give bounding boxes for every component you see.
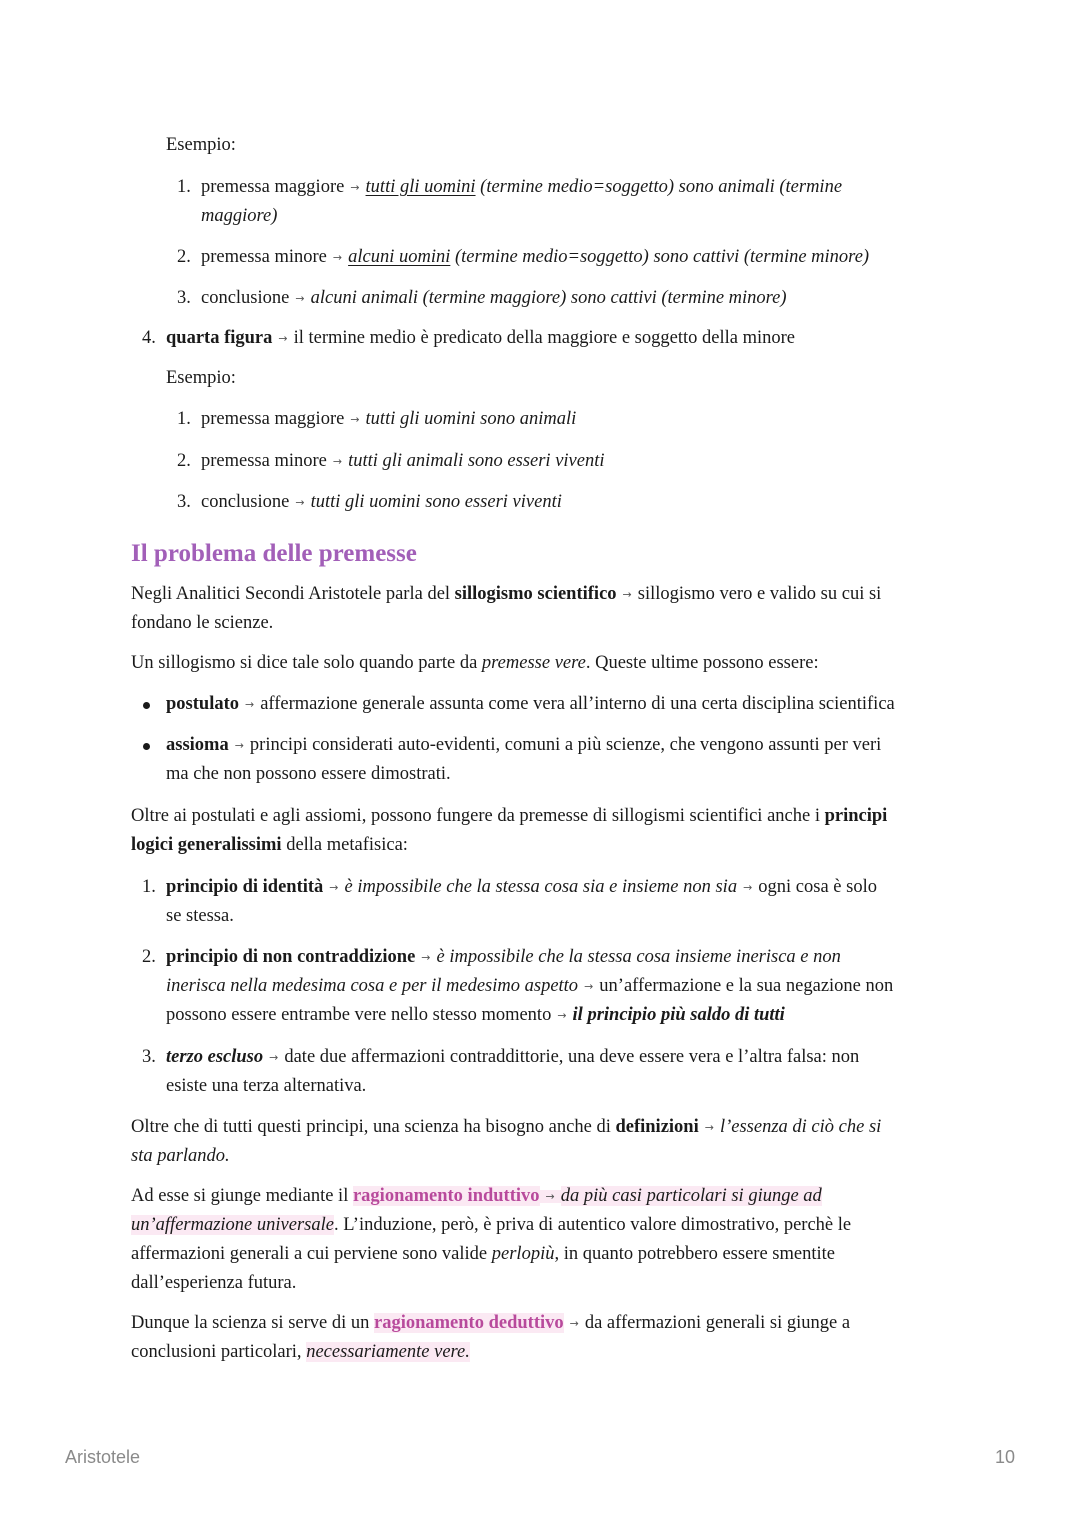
arrow-icon: →	[584, 980, 594, 993]
list-item-continuation: esiste una terza alternativa.	[166, 1076, 367, 1096]
list-item-continuation: maggiore)	[201, 206, 278, 226]
arrow-icon: →	[421, 951, 431, 964]
list-item-continuation: se stessa.	[166, 906, 234, 926]
list-item: premessa maggiore → tutti gli uomini sono animali	[201, 409, 577, 429]
paragraph-line: sta parlando.	[131, 1146, 230, 1166]
list-item: premessa minore → alcuni uomini (termine medio=soggetto) sono cattivi (termine minore)	[201, 247, 870, 267]
paragraph-line: Oltre ai postulati e agli assiomi, possono fungere da premesse di sillogismi scientifici anche i principi	[131, 806, 888, 826]
paragraph-line: logici generalissimi della metafisica:	[131, 835, 408, 855]
paragraph-line: Un sillogismo si dice tale solo quando parte da premesse vere. Queste ultime possono essere:	[131, 653, 819, 673]
list-number: 3.	[177, 288, 191, 308]
paragraph-line: un’affermazione universale. L’induzione, però, è priva di autentico valore dimostrativo, perchè le	[131, 1215, 852, 1235]
arrow-icon: →	[622, 588, 632, 601]
paragraph-line: conclusioni particolari, necessariamente vere.	[131, 1342, 470, 1362]
list-item: premessa minore → tutti gli animali sono esseri viventi	[201, 451, 605, 471]
page-number: 10	[994, 1447, 1015, 1467]
list-number: 2.	[177, 451, 191, 471]
list-number: 3.	[177, 492, 191, 512]
list-item-continuation: inerisca nella medesima cosa e per il medesimo aspetto → un’affermazione e la sua negazione non	[166, 976, 894, 996]
paragraph-line: dall’esperienza futura.	[131, 1273, 297, 1293]
list-item-quarta-figura: quarta figura → il termine medio è predicato della maggiore e soggetto della minore	[166, 328, 795, 348]
highlight-ragionamento-induttivo: ragionamento induttivo	[352, 1186, 540, 1206]
arrow-icon: →	[743, 881, 753, 894]
paragraph-line: Ad esse si giunge mediante il ragionamento induttivo → da più casi particolari si giunge ad	[131, 1186, 822, 1206]
list-number: 4.	[142, 328, 156, 348]
bullet-icon	[143, 743, 150, 750]
arrow-icon: →	[295, 292, 305, 305]
bullet-item-continuation: ma che non possono essere dimostrati.	[166, 764, 451, 784]
bullet-icon	[143, 702, 150, 709]
paragraph-line: Oltre che di tutti questi principi, una scienza ha bisogno anche di definizioni → l’essenza di ciò che si	[131, 1117, 882, 1137]
list-number: 2.	[177, 247, 191, 267]
arrow-icon: →	[234, 739, 244, 752]
list-item: conclusione → tutti gli uomini sono esseri viventi	[201, 492, 562, 512]
bullet-item-assioma: assioma → principi considerati auto-evidenti, comuni a più scienze, che vengono assunti per veri	[166, 735, 882, 755]
list-number: 1.	[142, 877, 156, 897]
arrow-icon: →	[332, 455, 343, 468]
list-item: conclusione → alcuni animali (termine maggiore) sono cattivi (termine minore)	[201, 288, 787, 308]
list-number: 1.	[177, 177, 191, 197]
paragraph-line: Negli Analitici Secondi Aristotele parla del sillogismo scientifico → sillogismo vero e valido su cui si	[131, 584, 882, 604]
list-item-terzo-escluso: terzo escluso → date due affermazioni contraddittorie, una deve essere vera e l’altra falsa: non	[166, 1047, 860, 1067]
arrow-icon: →	[557, 1009, 567, 1022]
arrow-icon: →	[245, 698, 255, 711]
arrow-icon: →	[269, 1051, 279, 1064]
highlight-ragionamento-deduttivo: ragionamento deduttivo	[374, 1313, 564, 1333]
section-heading: Il problema delle premesse	[131, 540, 417, 567]
list-item-continuation: possono essere entrambe vere nello stesso momento → il principio più saldo di tutti	[166, 1005, 785, 1025]
bullet-item-postulato: postulato → affermazione generale assunta come vera all’interno di una certa disciplina scientifica	[166, 694, 895, 714]
arrow-icon: →	[295, 496, 305, 509]
list-number: 2.	[142, 947, 156, 967]
arrow-icon: →	[332, 251, 343, 264]
list-item-principio-identita: principio di identità → è impossibile che la stessa cosa sia e insieme non sia → ogni cosa è solo	[166, 877, 877, 897]
footer-title: Aristotele	[65, 1447, 141, 1467]
paragraph-line: fondano le scienze.	[131, 613, 274, 633]
arrow-icon: →	[278, 332, 288, 345]
arrow-icon: →	[569, 1317, 579, 1330]
arrow-icon: →	[329, 881, 339, 894]
list-number: 3.	[142, 1047, 156, 1067]
paragraph-line: affermazioni generali a cui perviene sono valide perlopiù, in quanto potrebbero essere smentite	[131, 1244, 835, 1264]
arrow-icon: →	[704, 1121, 714, 1134]
list-item: premessa maggiore → tutti gli uomini (termine medio=soggetto) sono animali (termine	[201, 177, 843, 197]
list-item-principio-non-contraddizione: principio di non contraddizione → è impossibile che la stessa cosa insieme inerisca e non	[166, 947, 841, 967]
arrow-icon: →	[350, 181, 360, 194]
example-label: Esempio:	[166, 135, 236, 155]
list-number: 1.	[177, 409, 191, 429]
example-label: Esempio:	[166, 368, 236, 388]
arrow-icon: →	[350, 413, 360, 426]
paragraph-line: Dunque la scienza si serve di un ragionamento deduttivo → da affermazioni generali si giunge a	[131, 1313, 851, 1333]
arrow-icon: →	[540, 1190, 561, 1203]
